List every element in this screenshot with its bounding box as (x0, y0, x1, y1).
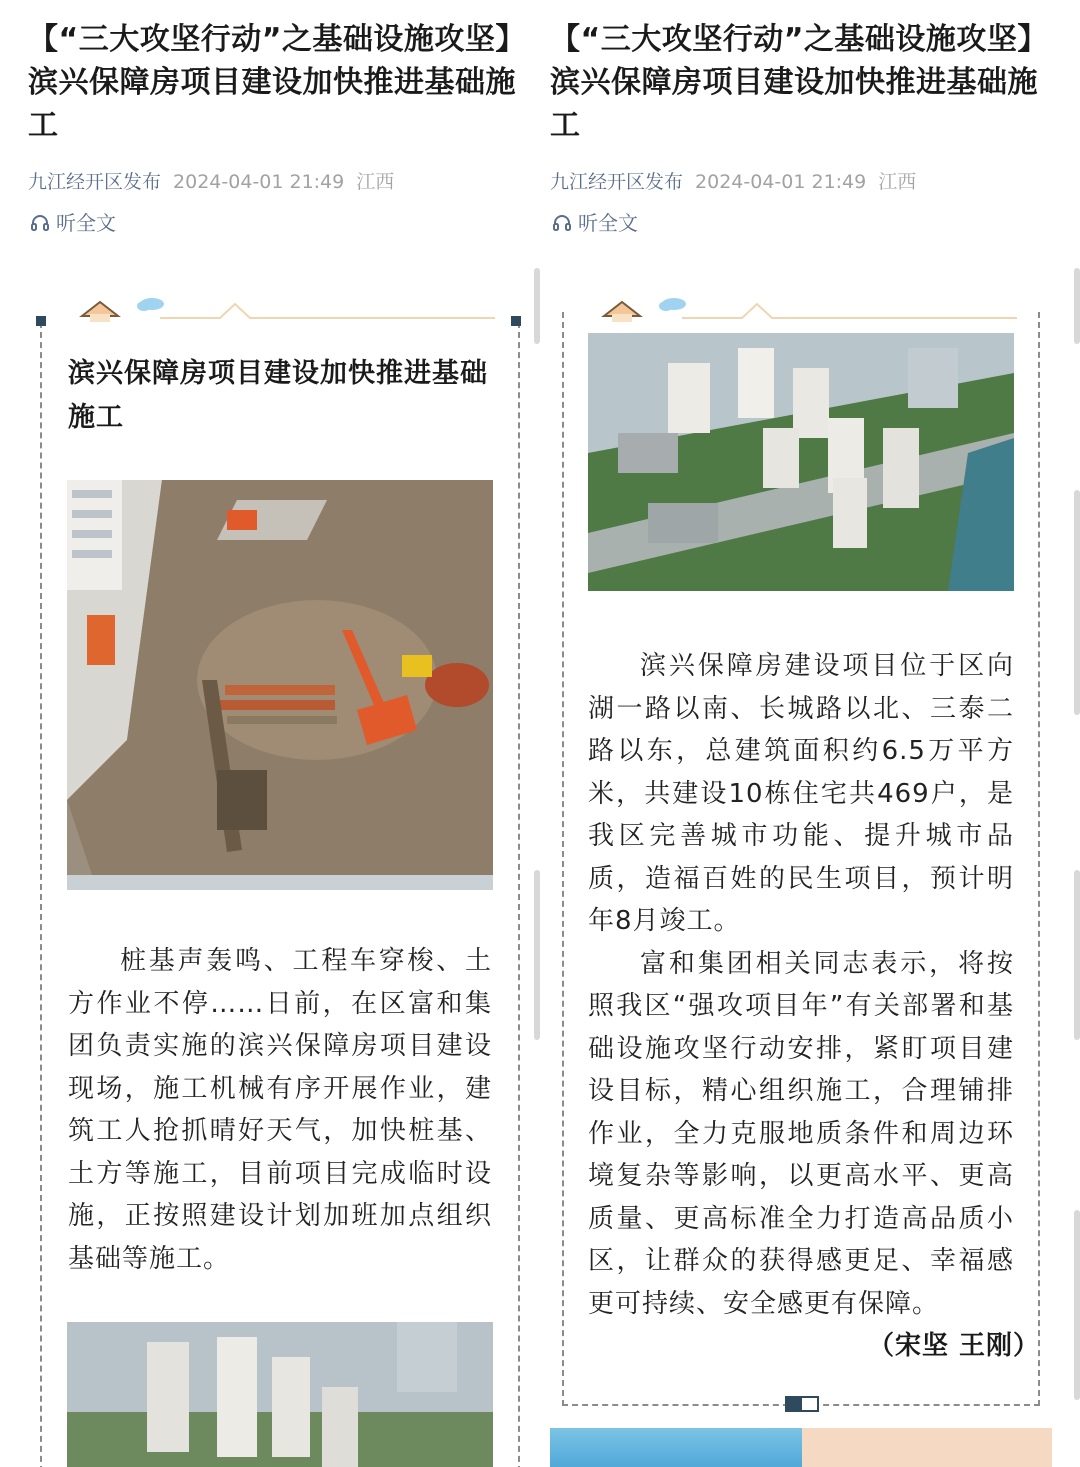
article-region: 江西 (878, 171, 917, 193)
frame-corner (36, 316, 46, 326)
scrollbar[interactable] (1074, 1210, 1080, 1400)
article-time: 2024-04-01 21:49 (695, 171, 867, 193)
scrollbar[interactable] (1074, 490, 1080, 715)
frame-top-decoration (40, 292, 520, 322)
article-meta (28, 168, 394, 196)
article-title: 【“三大攻坚行动”之基础设施攻坚】滨兴保障房项目建设加快推进基础施工 (550, 22, 1038, 143)
scrollbar[interactable] (1074, 870, 1080, 1040)
paragraph-2: 滨兴保障房建设项目位于区向湖一路以南、长城路以北、三泰二路以东，总建筑面积约6.5万平方米，共建设10栋住宅共469户，是我区完善城市功能、提升城市品质，造福百姓的民生项目，预计明年8月竣工。 富和集团相关同志表示，将按照我区“强攻项目年”有关部署和基础设施攻坚行动安排，紧盯项目建设目标，精心组织施工，合理铺排作业，全力克服地质条件和周边环境复杂等影响，以更高水平、更高质量、更高标准全力打造高品质小区，让群众的获得感更足、幸福感更可持续、安全感更有保障。 (588, 651, 1014, 1319)
headphones-icon (30, 213, 50, 233)
listen-label: 听全文 (578, 211, 638, 235)
right-screenshot (540, 0, 1080, 1467)
headphones-icon (552, 213, 572, 233)
project-rendering-photo (588, 333, 1014, 591)
scrollbar[interactable] (1074, 268, 1080, 344)
house-icon (82, 302, 118, 322)
cloud-icon (137, 298, 164, 311)
article-title: 【“三大攻坚行动”之基础设施攻坚】滨兴保障房项目建设加快推进基础施工 (28, 22, 516, 143)
construction-site-photo (67, 480, 493, 890)
article-meta (550, 168, 916, 196)
article-region: 江西 (356, 171, 395, 193)
listen-button[interactable] (552, 209, 638, 237)
listen-button[interactable] (30, 209, 116, 237)
frame-corner (511, 316, 521, 326)
pager-indicator (785, 1396, 819, 1412)
bottom-banner-right (802, 1428, 1052, 1467)
bottom-banner-left (550, 1428, 802, 1467)
content-title: 滨兴保障房项目建设加快推进基础施工 (68, 358, 488, 433)
article-time: 2024-04-01 21:49 (173, 171, 345, 193)
paragraph-1: 桩基声轰鸣、工程车穿梭、土方作业不停……日前，在区富和集团负责实施的滨兴保障房项目建设现场，施工机械有序开展作业，建筑工人抢抓晴好天气，加快桩基、土方等施工，目前项目完成临时设施，正按照建设计划加班加点组织基础等施工。 (68, 946, 492, 1274)
cloud-icon (659, 298, 686, 311)
listen-label: 听全文 (56, 211, 116, 235)
rendering-photo-partial (67, 1322, 493, 1467)
article-source[interactable]: 九江经开区发布 (28, 171, 162, 193)
author-credit: （宋坚 王刚） (867, 1331, 1040, 1361)
article-source[interactable]: 九江经开区发布 (550, 171, 684, 193)
